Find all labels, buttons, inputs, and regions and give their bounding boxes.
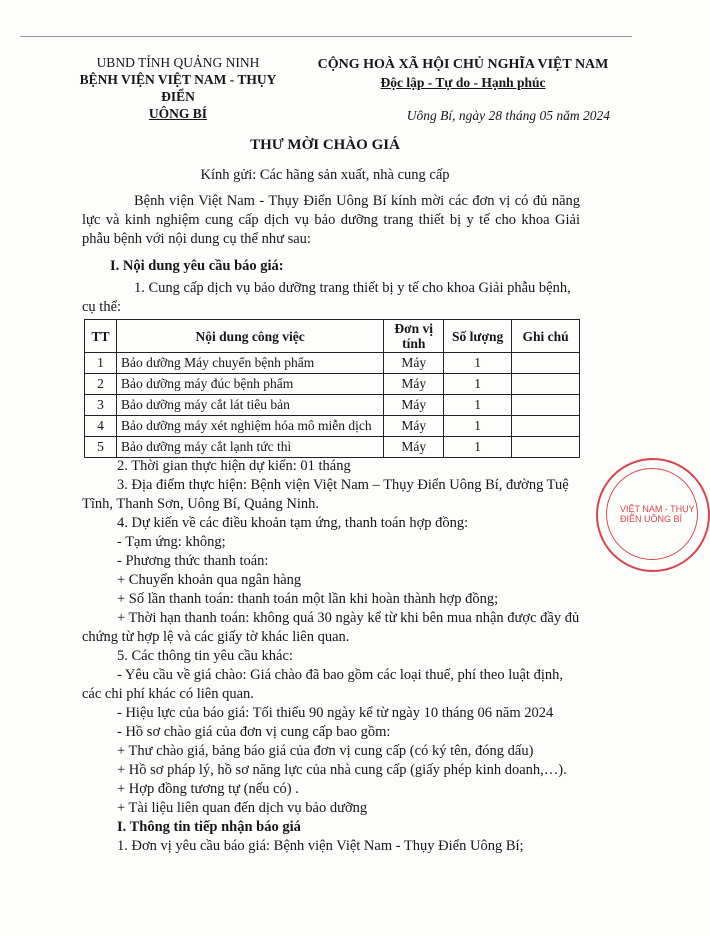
cell-tt: 5: [85, 437, 117, 458]
cell-unit: Máy: [384, 374, 444, 395]
date-line: Uông Bí, ngày 28 tháng 05 năm 2024: [406, 108, 610, 123]
table-row: [85, 353, 580, 374]
cell-content: Bảo dưỡng máy xét nghiệm hóa mô miễn dịch: [116, 416, 383, 437]
line-4e-deadline: + Thời hạn thanh toán: không quá 30 ngày kể từ khi bên mua nhận được đầy đủ chứng từ hợp lệ và các giấy tờ khác liên quan.: [82, 610, 580, 645]
section-2-heading: I. Thông tin tiếp nhận báo giá: [117, 819, 301, 835]
org-hospital: BỆNH VIỆN VIỆT NAM - THỤY ĐIỂN: [79, 72, 277, 104]
cell-unit: Máy: [384, 437, 444, 458]
cell-qty: 1: [444, 416, 512, 437]
cell-tt: 2: [85, 374, 117, 395]
cell-unit: Máy: [384, 353, 444, 374]
line-4b-method: - Phương thức thanh toán:: [117, 553, 269, 569]
line-4d-installments: + Số lần thanh toán: thanh toán một lần khi hoàn thành hợp đồng;: [117, 591, 499, 607]
section-1-item-1: 1. Cung cấp dịch vụ bảo dưỡng trang thiết bị y tế cho khoa Giải phẫu bệnh, cụ thể:: [82, 280, 571, 315]
document-title: THƯ MỜI CHÀO GIÁ: [250, 137, 400, 153]
cell-qty: 1: [444, 437, 512, 458]
cell-unit: Máy: [384, 416, 444, 437]
cell-note: [512, 395, 580, 416]
line-3-location: 3. Địa điểm thực hiện: Bệnh viện Việt Nam – Thụy Điển Uông Bí, đường Tuệ Tĩnh, Thanh Sơn, Uông Bí, Quảng Ninh.: [82, 477, 569, 512]
line-5a-price: - Yêu cầu về giá chào: Giá chào đã bao gồm các loại thuế, phí theo luật định, các chi phí khác có liên quan.: [82, 667, 563, 702]
line-4c-transfer: + Chuyển khoản qua ngân hàng: [117, 572, 302, 588]
line-5b-validity: - Hiệu lực của báo giá: Tối thiểu 90 ngày kể từ ngày 10 tháng 06 năm 2024: [117, 705, 554, 721]
cell-note: [512, 416, 580, 437]
cell-note: [512, 353, 580, 374]
nation-name: CỘNG HOÀ XÃ HỘI CHỦ NGHĨA VIỆT NAM: [317, 57, 609, 72]
cell-note: [512, 374, 580, 395]
cell-content: Bảo dưỡng máy cắt lát tiêu bản: [116, 395, 383, 416]
col-header-qty: Số lượng: [444, 320, 512, 353]
section-1-heading: I. Nội dung yêu cầu báo giá:: [110, 258, 284, 274]
line-5c-dossier: - Hồ sơ chào giá của đơn vị cung cấp bao gồm:: [117, 724, 391, 740]
cell-tt: 4: [85, 416, 117, 437]
table-row: [85, 416, 580, 437]
table-header-row: [85, 320, 580, 353]
col-header-tt: TT: [85, 320, 117, 353]
national-motto: Độc lập - Tự do - Hạnh phúc: [380, 75, 546, 90]
line-4a-advance: - Tạm ứng: không;: [117, 534, 226, 550]
cell-qty: 1: [444, 353, 512, 374]
greeting: Kính gửi: Các hãng sản xuất, nhà cung cấp: [200, 167, 450, 183]
line-2-duration: 2. Thời gian thực hiện dự kiến: 01 tháng: [117, 458, 351, 474]
cell-unit: Máy: [384, 395, 444, 416]
table-row: [85, 437, 580, 458]
table-row: [85, 374, 580, 395]
cell-content: Bảo dưỡng máy cắt lạnh tức thì: [116, 437, 383, 458]
line-5f-contracts: + Hợp đồng tương tự (nếu có) .: [117, 781, 299, 797]
official-seal: [596, 458, 710, 572]
cell-qty: 1: [444, 395, 512, 416]
line-4-payment-terms: 4. Dự kiến về các điều khoản tạm ứng, thanh toán hợp đồng:: [117, 515, 469, 531]
work-table: [84, 319, 580, 458]
issuer-header: [64, 54, 292, 122]
intro-paragraph: Bệnh viện Việt Nam - Thụy Điển Uông Bí kính mời các đơn vị có đủ năng lực và kinh nghiệm cung cấp dịch vụ bảo dưỡng trang thiết bị y tế cho khoa Giải phẫu bệnh với nội dung cụ thể như sau:: [82, 193, 580, 247]
national-header: [303, 56, 623, 92]
org-province: UBND TỈNH QUẢNG NINH: [96, 55, 260, 70]
cell-content: Bảo dưỡng máy đúc bệnh phẩm: [116, 374, 383, 395]
top-rule: [20, 36, 632, 37]
col-header-content: Nội dung công việc: [116, 320, 383, 353]
line-5-other-requirements: 5. Các thông tin yêu cầu khác:: [117, 648, 293, 664]
line-5g-documents: + Tài liệu liên quan đến dịch vụ bảo dưỡng: [117, 800, 368, 816]
cell-tt: 3: [85, 395, 117, 416]
section-2-item-1: 1. Đơn vị yêu cầu báo giá: Bệnh viện Việt Nam - Thụy Điển Uông Bí;: [117, 838, 524, 854]
cell-content: Bảo dưỡng Máy chuyển bệnh phẩm: [116, 353, 383, 374]
org-city: UÔNG BÍ: [148, 106, 208, 121]
cell-tt: 1: [85, 353, 117, 374]
col-header-unit: Đơn vị tính: [384, 320, 444, 353]
seal-text: VIỆT NAM - THỤY ĐIỂN UÔNG BÍ: [620, 504, 695, 524]
cell-note: [512, 437, 580, 458]
table-row: [85, 395, 580, 416]
line-5d-quote-letter: + Thư chào giá, bảng báo giá của đơn vị cung cấp (có ký tên, đóng dấu): [117, 743, 534, 759]
line-5e-legal-docs: + Hồ sơ pháp lý, hồ sơ năng lực của nhà cung cấp (giấy phép kinh doanh,…).: [117, 762, 567, 778]
cell-qty: 1: [444, 374, 512, 395]
col-header-note: Ghi chú: [512, 320, 580, 353]
